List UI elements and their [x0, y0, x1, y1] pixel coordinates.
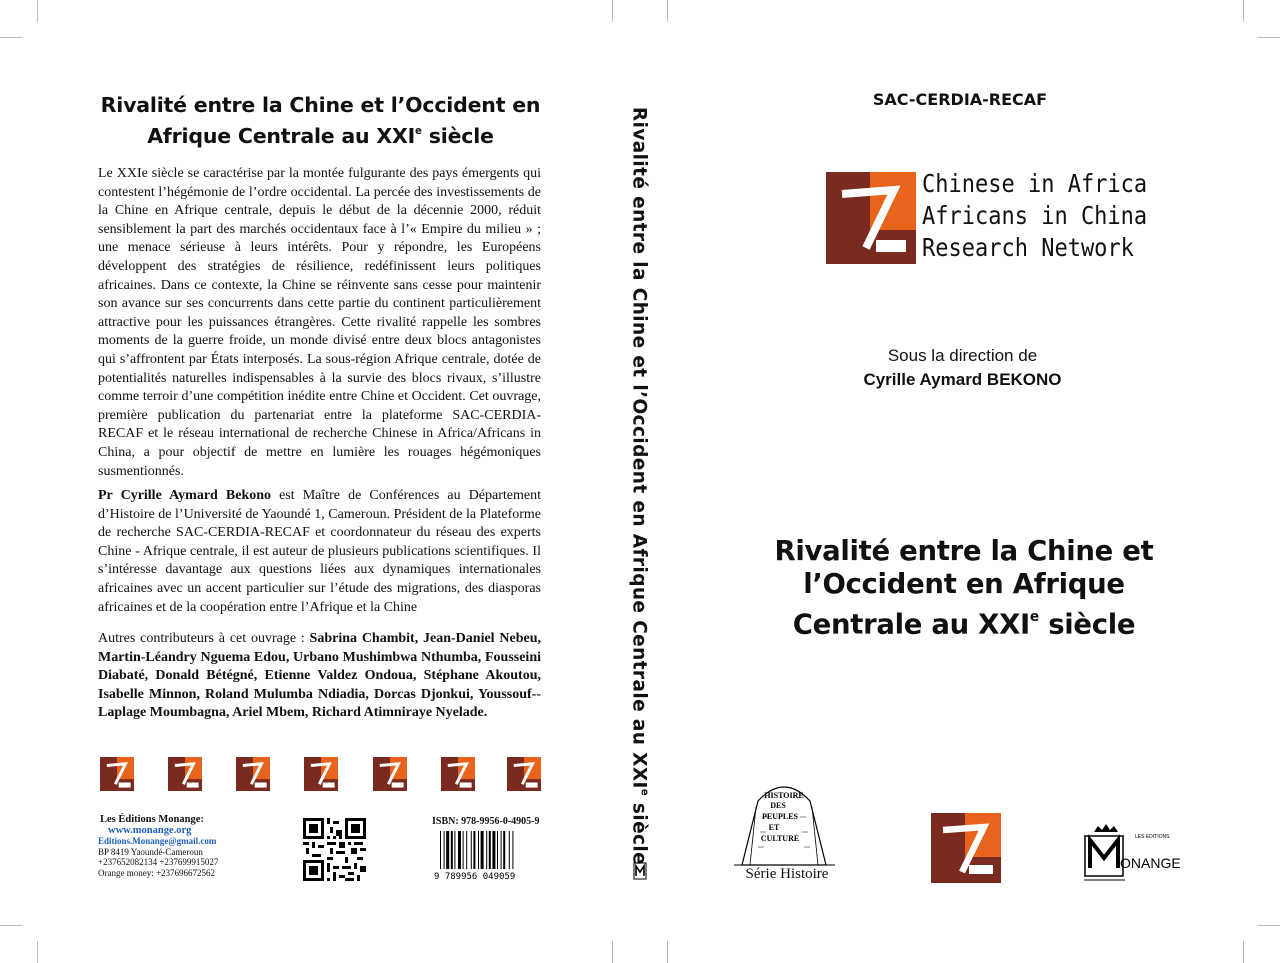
publisher-email[interactable]: Editions.Monange@gmail.com [98, 836, 217, 846]
barcode-bar [444, 831, 445, 869]
back-title-line1: Rivalité entre la Chine et l’Occident en [100, 93, 541, 117]
hpc-line1: HISTOIRE [764, 791, 804, 800]
front-title-line3: Centrale au XXI [792, 608, 1030, 641]
barcode-bar [481, 831, 484, 869]
hpc-line5: CULTURE [760, 834, 800, 843]
crop-mark [0, 925, 22, 926]
crop-mark [612, 941, 613, 963]
hpc-line2: DES [770, 801, 786, 810]
barcode-bar [497, 831, 498, 869]
barcode-bar [446, 831, 449, 869]
author-bio: est Maître de Conférences au Département d’Histoire de l’Université de Yaoundé 1, Cameroun. Président de la Plateforme de recherche SAC-CERDIA-RECAF et coordonnateur du réseau des experts Chine - Afrique centrale, il est auteur de plusieurs publications scientifiques. Il s’intéresse davantage aux questions liées aux dynamiques internationales africaines avec un accent particulier sur l’étude des migrations, des diasporas africaines et de la coopération entre l’Afrique et la Chine [98, 488, 541, 615]
crop-mark [37, 0, 38, 22]
barcode-bar [466, 831, 467, 869]
author-name: Pr Cyrille Aymard Bekono [98, 488, 272, 503]
back-title-sup: e [415, 125, 422, 137]
barcode-bar [486, 831, 487, 869]
contributors-list: Sabrina Chambit, Jean-Daniel Nebeu, Martin-Léandry Nguema Edou, Urbano Mushimbwa Nthumba, Fousseini Diabaté, Donald Bétégné, Etienne Valdez Ondoua, Stéphane Akoutou, Isabelle Minnon, Roland Mulumba Ndiadia, Dorcas Djonkui, Youssouf--Laplage Moumbagna, Ariel Mbem, Richard Atimniraye Nyelade. [98, 631, 541, 721]
barcode-bar [489, 831, 491, 869]
barcode-bar [492, 831, 495, 869]
crop-mark [667, 941, 668, 963]
publisher-name: Les Éditions Monange: [100, 814, 204, 825]
monange-logo-icon [1080, 824, 1182, 884]
barcode-icon [432, 829, 545, 881]
hpc-line3: PEUPLES [761, 812, 799, 821]
back-title-line2: Afrique Centrale au XXI [147, 124, 416, 149]
contributors-label: Autres contributeurs à cet ouvrage : [98, 631, 310, 646]
publisher-website[interactable]: www.monange.org [108, 824, 192, 836]
network-logo-icon [931, 813, 1001, 883]
network-line1: Chinese in Africa [922, 169, 1148, 198]
crop-mark [612, 0, 613, 22]
network-logo-icon [100, 757, 134, 791]
series-title: SAC-CERDIA-RECAF [872, 90, 1048, 109]
monange-small-text: LES EDITIONS [1135, 834, 1170, 840]
monange-spine-icon [633, 861, 647, 881]
barcode-bar [512, 831, 513, 869]
crop-mark [37, 941, 38, 963]
isbn-text: ISBN: 978-9956-0-4905-9 [432, 816, 540, 827]
barcode-bar [440, 831, 441, 869]
front-title-line2: l’Occident en Afrique [803, 568, 1125, 600]
front-cover [680, 0, 1280, 963]
barcode-bar [501, 831, 502, 869]
barcode-bar [458, 831, 461, 869]
network-line2: Africans in China [922, 201, 1148, 230]
summary-paragraph: Le XXIe siècle se caractérise par la montée fulgurante des pays émergents qui contestent l’hégémonie de l’ordre occidental. La percée des investissements de la Chine en Afrique centrale, depuis le début de la décennie 2000, réduit sensiblement la part des marchés occidentaux face à l’« Empire du milieu » ; une menace sérieuse à leurs intérêts. Pour y répondre, les Européens développent des stratégies de résilience, redéfinissent leurs politiques africaines. Dans ce contexte, la Chine se réinvente sans cesse pour maintenir son avance sur ses concurrents dans cette partie du continent particulièrement attractive pour les puissances étrangères. Cette rivalité rappelle les sombres moments de la guerre froide, un monde divisé entre deux blocs antagonistes qui s’affrontent par États interposés. La sous-région Afrique centrale, dotée de potentialités naturelles indispensables à la survie des blocs rivaux, s’illustre comme terroir d’une compétition inédite entre Chine et Occident. Cet ouvrage, première publication du partenariat entre la plateforme SAC-CERDIA-RECAF et le réseau international de recherche Chinese in Africa/Africans in China, a pour objectif de mettre en lumière les rouages hégémoniques susmentionnés. [98, 166, 541, 479]
publisher-info [98, 815, 228, 878]
network-logo-icon [507, 757, 541, 791]
barcode-bar [463, 831, 464, 869]
barcode-bar [454, 831, 455, 869]
barcode-bar [503, 831, 505, 869]
front-cover-title [740, 535, 1188, 641]
qr-code-icon[interactable] [303, 818, 366, 881]
book-spine [612, 88, 667, 884]
publisher-phones: +23765208213​4 +237699915027 [98, 857, 219, 867]
author-paragraph [98, 487, 541, 617]
barcode-bar [509, 831, 510, 869]
front-title-line1: Rivalité entre la Chine et [774, 535, 1154, 567]
barcode-bar [473, 831, 475, 869]
spine-title [628, 107, 649, 865]
publisher-address: BP 8419 Yaoundé-Cameroun [98, 846, 203, 857]
director-name: Cyrille Aymard BEKONO [863, 370, 1062, 389]
spine-title-sup: e [638, 788, 650, 797]
spine-title-end: siècle [628, 796, 650, 866]
spine-title-main: Rivalité entre la Chine et l’Occident en Afrique Centrale au XXI [628, 106, 650, 789]
network-logos-row [98, 757, 543, 791]
network-logo-icon [304, 757, 338, 791]
crop-mark [0, 37, 22, 38]
series-label: Série Histoire [745, 866, 829, 882]
front-title-line3-end: siècle [1038, 608, 1136, 641]
hpc-line4: ET [768, 823, 780, 832]
network-logo-icon [441, 757, 475, 791]
crop-mark [667, 0, 668, 22]
network-name [922, 168, 1147, 264]
network-logo-icon [236, 757, 270, 791]
back-cover-title [98, 92, 543, 149]
barcode-digits: 9 789956 049059 [434, 872, 516, 881]
direction-label: Sous la direction de [887, 346, 1038, 365]
network-logo-icon [826, 172, 916, 264]
contributors-paragraph [98, 630, 541, 723]
network-logo-icon [168, 757, 202, 791]
network-logo-icon [373, 757, 407, 791]
monange-logo-text: ONANGE [1120, 855, 1181, 871]
back-title-line2-end: siècle [421, 124, 494, 149]
barcode-bar [471, 831, 472, 869]
barcode-bar [451, 831, 453, 869]
publisher-orange-money: Orange money: +237696672562 [98, 867, 216, 878]
barcode-bar [478, 831, 479, 869]
front-title-sup: e [1029, 609, 1039, 625]
network-line3: Research Network [922, 233, 1134, 262]
